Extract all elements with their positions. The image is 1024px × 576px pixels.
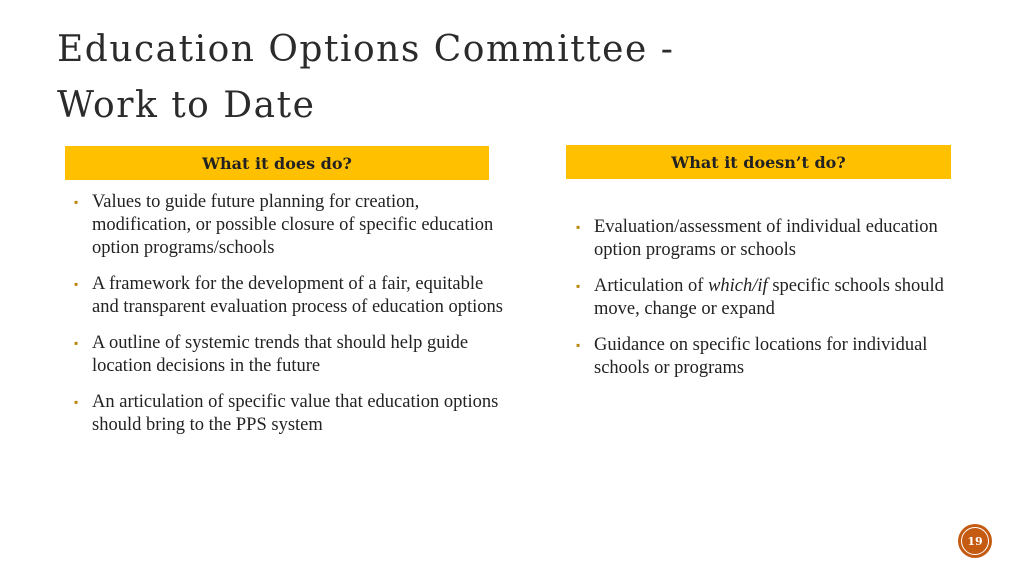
list-item — [572, 216, 952, 262]
square-bullet-icon: ▪ — [74, 395, 79, 409]
page-number-badge — [958, 524, 992, 558]
list-item-text: Values to guide future planning for creation, modification, or possible closure of specific education option programs/schools — [92, 192, 494, 258]
square-bullet-icon: ▪ — [576, 338, 581, 352]
list-item — [70, 332, 510, 378]
does-do-list — [70, 191, 510, 450]
list-item-text: A framework for the development of a fair, equitable and transparent evaluation process of education options — [92, 274, 503, 317]
list-item-text: Guidance on specific locations for individual schools or programs — [594, 335, 928, 378]
list-item — [70, 191, 510, 260]
list-item — [70, 391, 510, 437]
does-not-do-list — [572, 216, 952, 393]
list-item — [572, 334, 952, 380]
square-bullet-icon: ▪ — [74, 195, 79, 209]
list-item-text — [594, 276, 944, 319]
list-item-text-end: specific schools should move, change or expand — [594, 276, 944, 319]
square-bullet-icon: ▪ — [576, 279, 581, 293]
list-item-text: Evaluation/assessment of individual education option programs or schools — [594, 217, 938, 260]
list-item-text: A outline of systemic trends that should help guide location decisions in the future — [92, 333, 469, 376]
square-bullet-icon: ▪ — [74, 336, 79, 350]
emphasis-text: which/if — [708, 276, 768, 296]
does-not-do-header: What it doesn’t do? — [566, 145, 951, 179]
page-number: 19 — [961, 527, 989, 555]
square-bullet-icon: ▪ — [74, 277, 79, 291]
list-item-text-start: Articulation of — [594, 276, 709, 296]
square-bullet-icon: ▪ — [576, 220, 581, 234]
page-title: Education Options Committee - Work to Date — [57, 29, 675, 126]
list-item-text: An articulation of specific value that education options should bring to the PPS system — [92, 392, 499, 435]
does-do-header: What it does do? — [65, 146, 489, 180]
list-item — [572, 275, 952, 321]
list-item — [70, 273, 510, 319]
